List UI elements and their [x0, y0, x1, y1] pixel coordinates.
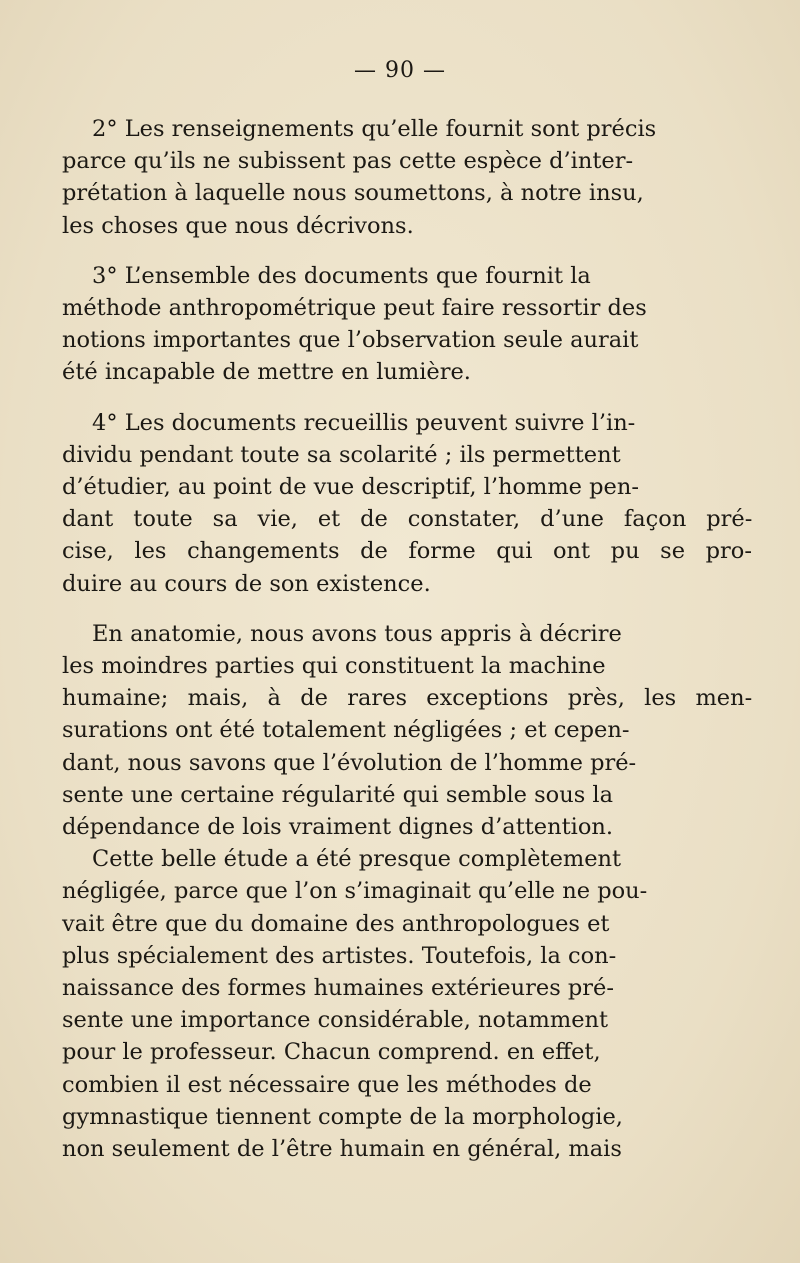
paragraph-point-4: [62, 407, 752, 600]
text-line: été incapable de mettre en lumière.: [62, 359, 471, 386]
text-line: pour le professeur. Chacun comprend. en effet,: [62, 1039, 601, 1066]
text-line: 3° L’ensemble des documents que fournit la: [92, 262, 591, 289]
body-text: [62, 113, 752, 1165]
paragraph-point-3: [62, 260, 752, 389]
text-line: parce qu’ils ne subissent pas cette espèce d’inter-: [62, 148, 634, 175]
text-line: dant toute sa vie, et de constater, d’une façon pré-: [62, 506, 753, 533]
text-line: dant, nous savons que l’évolution de l’homme pré-: [62, 749, 637, 776]
text-line: négligée, parce que l’on s’imaginait qu’elle ne pou-: [62, 878, 648, 905]
text-line: naissance des formes humaines extérieures pré-: [62, 975, 614, 1002]
text-line: cise, les changements de forme qui ont pu se pro-: [62, 538, 752, 565]
text-line: notions importantes que l’observation seule aurait: [62, 327, 639, 354]
paragraph-anatomie: [62, 618, 752, 843]
text-line: plus spécialement des artistes. Toutefois, la con-: [62, 942, 617, 969]
text-line: dépendance de lois vraiment dignes d’attention.: [62, 814, 614, 841]
text-line: surations ont été totalement négligées ; et cepen-: [62, 717, 630, 744]
text-line: vait être que du domaine des anthropologues et: [62, 910, 610, 937]
text-line: En anatomie, nous avons tous appris à décrire: [92, 620, 622, 647]
text-line: gymnastique tiennent compte de la morphologie,: [62, 1103, 623, 1130]
text-line: prétation à laquelle nous soumettons, à notre insu,: [62, 180, 644, 207]
text-line: humaine; mais, à de rares exceptions près, les men-: [62, 685, 753, 712]
text-line: combien il est nécessaire que les méthodes de: [62, 1071, 592, 1098]
text-line: non seulement de l’être humain en général, mais: [62, 1136, 622, 1163]
text-line: d’étudier, au point de vue descriptif, l’homme pen-: [62, 474, 639, 501]
text-line: 2° Les renseignements qu’elle fournit sont précis: [92, 116, 657, 142]
text-line: dividu pendant toute sa scolarité ; ils permettent: [62, 441, 621, 468]
paragraph-point-2: [62, 113, 752, 242]
text-line: méthode anthropométrique peut faire ressortir des: [62, 295, 647, 322]
text-line: les moindres parties qui constituent la machine: [62, 653, 606, 680]
text-line: sente une certaine régularité qui semble sous la: [62, 781, 614, 808]
paragraph-cette-belle-etude: [62, 843, 752, 1165]
text-line: 4° Les documents recueillis peuvent suivre l’in-: [92, 409, 636, 436]
text-line: les choses que nous décrivons.: [62, 212, 414, 239]
page-number: — 90 —: [354, 58, 446, 83]
text-line: sente une importance considérable, notamment: [62, 1007, 609, 1034]
text-line: duire au cours de son existence.: [62, 570, 431, 597]
text-line: Cette belle étude a été presque complètement: [92, 846, 622, 873]
